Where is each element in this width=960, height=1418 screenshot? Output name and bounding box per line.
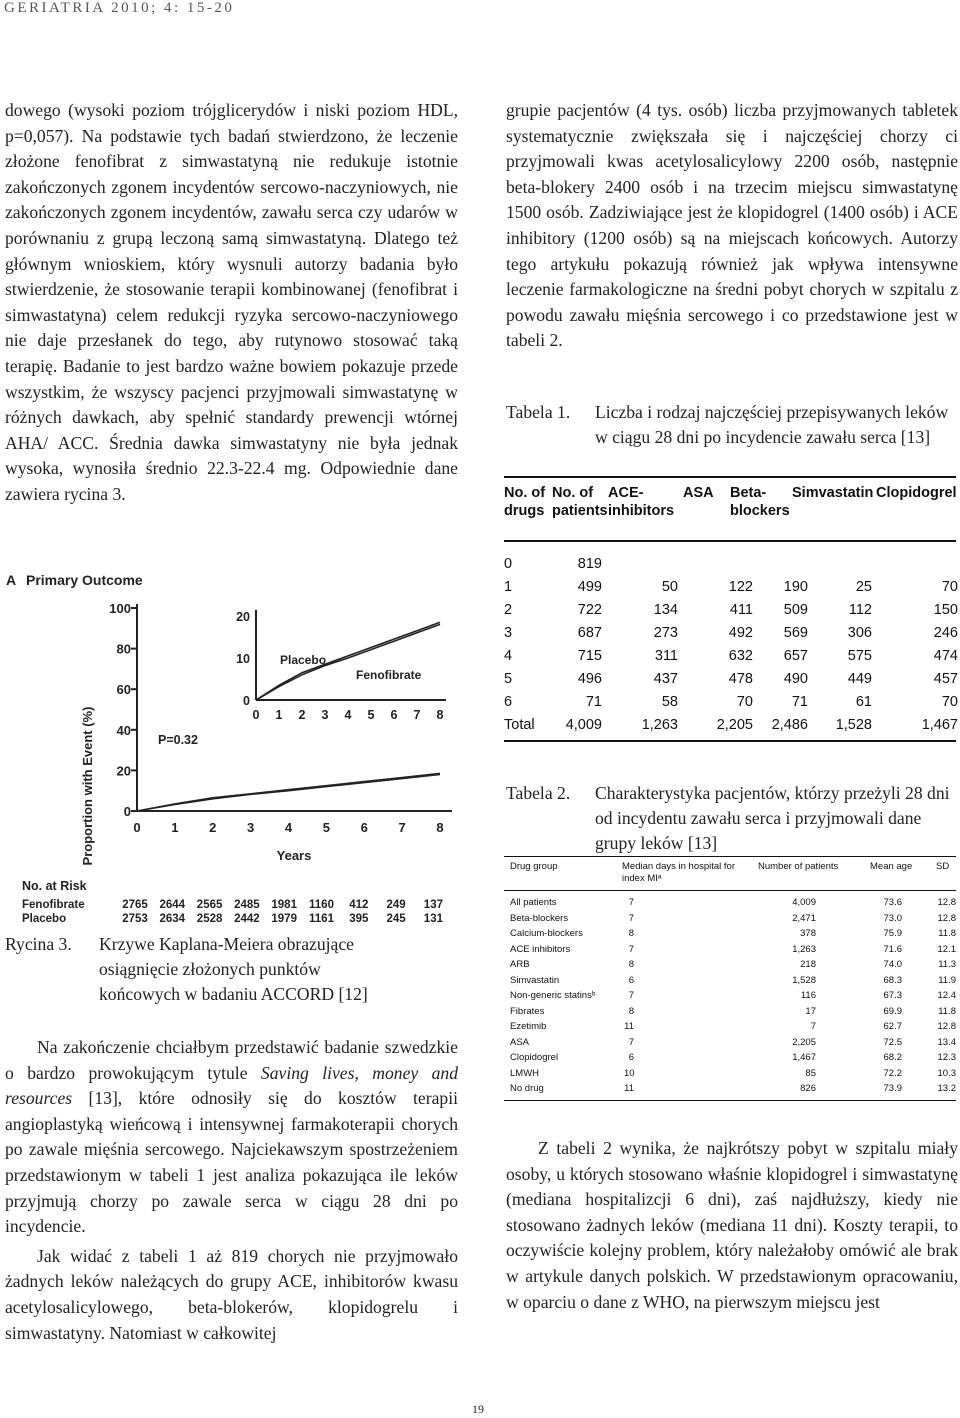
- table-cell: 499: [577, 579, 602, 595]
- risk-value: 1161: [309, 913, 334, 925]
- risk-value: 1160: [309, 899, 334, 911]
- main-fenofibrate-curve: [137, 774, 440, 811]
- y-tick-label: 80: [116, 641, 131, 657]
- risk-value: 131: [423, 913, 443, 925]
- table-cell: 509: [783, 602, 808, 618]
- risk-value: 245: [386, 913, 406, 925]
- table-cell: 2,205: [792, 1036, 816, 1048]
- rule: [504, 856, 956, 857]
- inset-x-tick-label: 7: [413, 708, 421, 722]
- table-cell: 58: [661, 694, 678, 710]
- paragraph: Jak widać z tabeli 1 aż 819 chorych nie przyjmowało żadnych leków należących do grupy ACE, inhibitorów kwasu acetylosalicylowego, beta-blokerów, klopidogrelu i simwastatyny. Natomiast w całkowitej: [5, 1245, 458, 1343]
- inset-x-tick-label: 5: [367, 708, 375, 722]
- inset-x-tick-label: 1: [275, 708, 283, 722]
- table-cell: No drug: [510, 1083, 544, 1094]
- table-cell: ACE inhibitors: [510, 943, 571, 955]
- risk-value: 2528: [196, 913, 223, 925]
- risk-title: No. at Risk: [22, 879, 87, 893]
- table-cell: All patients: [510, 897, 557, 908]
- right-column-text-lower: [506, 1136, 958, 1315]
- inset-y-tick-label: 10: [236, 652, 250, 666]
- risk-value: 2753: [122, 913, 148, 925]
- table-cell: 12.4: [937, 990, 956, 1001]
- table-cell: 8: [628, 928, 634, 939]
- table-cell: 722: [577, 602, 602, 618]
- table-cell: 1: [504, 579, 513, 595]
- table-cell: 11: [624, 1021, 634, 1032]
- inset-y-tick-label: 0: [243, 694, 250, 708]
- table-cell: 492: [728, 625, 753, 641]
- rule: [504, 476, 956, 478]
- table-cell: 1,467: [921, 717, 958, 733]
- risk-value: 395: [349, 913, 369, 925]
- caption-label: Tabela 2.: [506, 783, 571, 803]
- table-cell: 71.6: [883, 943, 902, 955]
- table-cell: 75.9: [883, 928, 902, 939]
- right-column-text: [506, 98, 958, 354]
- risk-value: 2644: [159, 899, 186, 911]
- table-header: Median days in hospital for index MIᵃ: [622, 861, 736, 884]
- table-cell: 73.9: [883, 1083, 902, 1094]
- figure-title: Primary Outcome: [26, 572, 143, 588]
- inset-x-tick-label: 0: [252, 708, 260, 722]
- risk-value: 412: [349, 899, 369, 911]
- table-cell: 70: [941, 694, 958, 710]
- y-tick-label: 0: [123, 804, 131, 819]
- table-cell: 70: [941, 579, 958, 595]
- table-cell: 69.9: [883, 1005, 902, 1017]
- table-cell: 7: [628, 897, 634, 908]
- table-cell: 10: [624, 1067, 635, 1079]
- table-cell: 437: [653, 671, 678, 687]
- table-cell: 715: [577, 648, 602, 664]
- x-tick-label: 5: [322, 820, 330, 835]
- x-axis-label: Years: [276, 848, 312, 863]
- table-cell: Calcium-blockers: [510, 928, 583, 939]
- inset-x-tick-label: 4: [344, 708, 352, 722]
- table-cell: 25: [855, 579, 872, 595]
- risk-value: 137: [423, 899, 443, 911]
- table-cell: 12.1: [937, 943, 956, 955]
- table-cell: 0: [504, 556, 513, 572]
- label-fenofibrate: Fenofibrate: [356, 668, 422, 682]
- table-cell: 7: [628, 1036, 634, 1048]
- risk-row-name: Fenofibrate: [22, 899, 85, 911]
- paragraph: dowego (wysoki poziom trójglicerydów i niski poziom HDL, p=0,057). Na podstawie tych badań stwierdzono, że leczenie złożone fenofibrat z simwastatyną nie redukuje istotnie zakończonych zgonem incydentów sercowo-naczyniowych, nie zakończonych zgonem incydentów, zawału serca czy udarów w porównaniu z grupą leczoną samą simwastatyną. Dlatego też głównym wnioskiem, który wysnuli autorzy badania było stwierdzenie, że stosowanie terapii kombinowanej (fenofibrat i simwastatyna) celem redukcji ryzyka sercowo-naczyniowego nie daje przesłanek do tego, aby rutynowo stosować taką terapię. Badanie to jest bardzo ważne bowiem pokazuje przede wszystkim, że wszyscy pacjenci przyjmowali simwastatynę w różnych dawkach, aby spełnić standardy prewencji wtórnej AHA/ ACC. Średnia dawka simwastatyny nie była jednak wysoka, wynosiła średnio 22.3-22.4 mg. Odpowiednie dane zawiera rycina 3.: [5, 100, 458, 504]
- table-cell: 632: [728, 648, 753, 664]
- caption-text: Krzywe Kaplana-Meiera obrazujące osiągnięcie złożonych punktów końcowych w badaniu ACCORD [12]: [99, 934, 368, 1004]
- table-cell: 2,486: [771, 717, 808, 733]
- table-cell: 68.2: [883, 1052, 902, 1063]
- inset-y-ticks: [236, 610, 250, 708]
- risk-value: 2765: [122, 899, 148, 911]
- table-cell: Fibrates: [510, 1005, 545, 1017]
- table-header: Number of patients: [758, 861, 839, 872]
- table-cell: 2,205: [716, 717, 753, 733]
- main-x-ticks: [133, 820, 443, 835]
- rule: [504, 890, 956, 891]
- table-cell: 67.3: [883, 990, 902, 1001]
- y-tick-label: 20: [116, 763, 131, 779]
- table-cell: 112: [848, 602, 872, 618]
- table-cell: 150: [933, 602, 958, 618]
- table-cell: 478: [728, 671, 753, 687]
- table-cell: 4,009: [792, 897, 816, 908]
- table-cell: 85: [805, 1067, 816, 1079]
- table-cell: 218: [800, 959, 816, 970]
- table-cell: 6: [504, 694, 513, 710]
- table-cell: 819: [577, 556, 602, 572]
- table-cell: ASA: [510, 1036, 530, 1048]
- table-cell: 311: [654, 648, 678, 664]
- table-cell: 71: [791, 694, 808, 710]
- x-tick-label: 0: [133, 820, 141, 835]
- table-cell: 411: [729, 602, 753, 618]
- inset-x-tick-label: 8: [436, 708, 444, 722]
- table-cell: 2,471: [792, 912, 816, 924]
- table-cell: 71: [585, 694, 602, 710]
- risk-value: 2485: [234, 899, 260, 911]
- x-tick-label: 3: [247, 820, 255, 835]
- table-cell: Ezetimib: [510, 1021, 547, 1032]
- figure-caption: [5, 932, 458, 1012]
- table-cell: 10.3: [937, 1067, 956, 1079]
- table-cell: Beta-blockers: [510, 912, 569, 924]
- table-cell: 457: [933, 671, 958, 687]
- table-cell: 7: [628, 912, 634, 924]
- table-cell: 11.8: [938, 928, 956, 939]
- table-cell: 378: [800, 928, 816, 939]
- table-cell: Clopidogrel: [510, 1052, 559, 1063]
- x-tick-label: 6: [360, 820, 368, 835]
- risk-value: 2442: [234, 913, 260, 925]
- risk-value: 1979: [271, 913, 297, 925]
- table-cell: Non-generic statinsᵇ: [510, 990, 596, 1001]
- table-cell: 569: [783, 625, 808, 641]
- left-column-text-lower: [5, 1035, 458, 1346]
- p-value: P=0.32: [158, 733, 198, 747]
- table-cell: 490: [783, 671, 808, 687]
- rule: [504, 540, 956, 542]
- figure-kaplan-meier: [0, 566, 460, 928]
- left-column-text: [5, 98, 458, 508]
- panel-letter: A: [6, 572, 17, 588]
- table-header: ASA: [683, 485, 714, 501]
- main-curves: [137, 773, 440, 811]
- table-header: No. of patients: [552, 485, 608, 519]
- table-cell: 70: [736, 694, 753, 710]
- table-header: Drug group: [510, 861, 558, 872]
- table-cell: 1,263: [792, 943, 816, 955]
- label-placebo: Placebo: [280, 653, 327, 667]
- table-cell: 4,009: [565, 717, 602, 733]
- risk-row-name: Placebo: [22, 913, 67, 925]
- table-cell: 62.7: [883, 1021, 902, 1032]
- table-cell: LMWH: [510, 1067, 540, 1079]
- table-cell: 5: [504, 671, 513, 687]
- table-cell: 72.2: [883, 1067, 902, 1079]
- table-cell: 61: [855, 694, 872, 710]
- table1-caption: [506, 400, 958, 476]
- table-cell: 12.8: [937, 1021, 956, 1032]
- table-cell: 1,528: [835, 717, 872, 733]
- paragraph: grupie pacjentów (4 tys. osób) liczba przyjmowanych tabletek systematycznie zwiększała się i najczęściej chorzy ci przyjmowali kwas acetylosalicylowy 2200 osób, następnie beta-blokery 2400 osób i na trzecim miejscu simwastatynę 1500 osób. Zadziwiające jest że klopidogrel (1400 osób) i ACE inhibitory (1200 osób) są na miejscach końcowych. Autorzy tego artykułu pokazują również jak wpływa intensywne leczenie farmakologiczne na średni pobyt chorych w szpitalu z powodu zawału mięśnia sercowego i co przedstawione jest w tabeli 2.: [506, 100, 958, 351]
- inset-x-ticks: [253, 708, 444, 722]
- table-header: Mean age: [870, 861, 913, 872]
- rule: [504, 740, 956, 742]
- table-cell: 17: [805, 1005, 816, 1017]
- table-header: No. of drugs: [504, 485, 546, 519]
- risk-rows: [22, 899, 444, 925]
- x-tick-label: 1: [171, 820, 179, 835]
- page-number: 19: [472, 1402, 484, 1416]
- y-tick-label: 100: [109, 601, 131, 616]
- risk-value: 249: [386, 899, 406, 911]
- table-cell: 7: [628, 943, 634, 955]
- risk-value: 1981: [271, 899, 297, 911]
- table-cell: Simvastatin: [510, 974, 560, 986]
- table-cell: 273: [653, 625, 678, 641]
- paragraph: Na zakończenie chciałbym przedstawić badanie szwedzkie o bardzo prowokującym tytule Saving lives, money and resources [13], które odnosiły się do kosztów terapii angioplastyką wieńcową i intensywnej farmakoterapii chorych po zawale mięśnia sercowego. Najciekawszym spostrzeżeniem przedstawionym w tabeli 1 jest analiza pokazująca ile leków przyjmują chorzy po zawale serca w ciągu 28 dni po incydencie.: [5, 1037, 458, 1237]
- table-cell: 4: [504, 648, 513, 664]
- caption-text: Liczba i rodzaj najczęściej przepisywanych leków w ciągu 28 dni po incydencie zawału serca [13]: [595, 402, 949, 447]
- risk-value: 2634: [159, 913, 186, 925]
- paragraph: Z tabeli 2 wynika, że najkrótszy pobyt w szpitalu miały osoby, u których stosowano właśnie klopidogrel i simwastatynę (mediana hospitalizcji 6 dni), zaś najdłuższy, kiedy nie stosowano żadnych leków (mediana 11 dni). Koszty terapii, to oczywiście kolejny problem, który należałoby omówić ale brak w artykule danych polskich. W przedstawionym opracowaniu, w oparciu o dane z WHO, na pierwszym miejscu jest: [506, 1138, 958, 1312]
- table-cell: 826: [800, 1083, 816, 1094]
- table-cell: 122: [728, 579, 753, 595]
- table-cell: 1,528: [792, 974, 816, 986]
- table-cell: 687: [577, 625, 602, 641]
- table-cell: 12.8: [937, 912, 956, 924]
- table-cell: 134: [653, 602, 678, 618]
- table-cell: 3: [504, 625, 513, 641]
- table-cell: 11.8: [938, 1005, 956, 1017]
- table-cell: 474: [933, 648, 958, 664]
- table-cell: 496: [577, 671, 602, 687]
- y-tick-label: 40: [116, 722, 131, 738]
- table-cell: 11.9: [938, 974, 956, 986]
- running-header: GERIATRIA 2010; 4: 15-20: [4, 0, 235, 16]
- table-cell: 7: [810, 1021, 816, 1032]
- main-y-ticks: [109, 601, 137, 819]
- table-cell: 6: [628, 974, 634, 986]
- table-cell: 657: [783, 648, 808, 664]
- table-cell: 1,467: [792, 1052, 816, 1063]
- caption-label: Tabela 1.: [506, 402, 571, 422]
- table-header: Beta-blockers: [730, 485, 790, 519]
- table-cell: 13.4: [937, 1036, 956, 1048]
- inset-x-tick-label: 3: [321, 708, 329, 722]
- table-cell: 11.3: [938, 959, 956, 970]
- y-tick-label: 60: [116, 682, 131, 698]
- table-cell: 12.8: [937, 897, 956, 908]
- inset-y-tick-label: 20: [236, 610, 250, 624]
- table-cell: 8: [628, 1005, 634, 1017]
- table-cell: 73.6: [883, 897, 902, 908]
- x-tick-label: 7: [398, 820, 406, 835]
- table-cell: 13.2: [937, 1083, 956, 1094]
- table-cell: 449: [847, 671, 872, 687]
- table-header: Simvastatin: [792, 485, 874, 501]
- x-tick-label: 8: [436, 820, 444, 835]
- table-cell: ARB: [510, 959, 530, 970]
- x-tick-label: 2: [209, 820, 217, 835]
- caption-text: Charakterystyka pacjentów, którzy przeżyli 28 dni od incydentu zawału serca i przyjmowali dane grupy leków [13]: [595, 783, 950, 853]
- table-cell: 73.0: [883, 912, 902, 924]
- table-cell: 190: [783, 579, 808, 595]
- table-cell: 72.5: [883, 1036, 902, 1048]
- caption-label: Rycina 3.: [5, 934, 72, 954]
- table-cell: 1,263: [641, 717, 678, 733]
- table-cell: 7: [628, 990, 634, 1001]
- table-cell: 74.0: [883, 959, 902, 970]
- table-cell: 68.3: [883, 974, 902, 986]
- table-cell: 575: [847, 648, 872, 664]
- table-cell: 246: [933, 625, 958, 641]
- inset-x-tick-label: 6: [390, 708, 398, 722]
- table-header: Clopidogrel: [876, 485, 957, 501]
- table2-caption: [506, 781, 958, 857]
- table-header: ACE-inhibitors: [608, 485, 675, 519]
- table-cell: 2: [504, 602, 513, 618]
- table-cell: 12.3: [937, 1052, 956, 1063]
- table-cell: 50: [661, 579, 678, 595]
- table-cell: 6: [628, 1052, 634, 1063]
- table-cell: 306: [847, 625, 872, 641]
- rule: [504, 1100, 956, 1101]
- table-cell: 11: [624, 1083, 634, 1094]
- table-cell: 8: [628, 959, 634, 970]
- table-header: SD: [936, 861, 950, 872]
- table-cell: Total: [504, 717, 535, 733]
- inset-x-tick-label: 2: [298, 708, 306, 722]
- y-axis-label: Proportion with Event (%): [80, 706, 95, 866]
- x-tick-label: 4: [284, 820, 293, 835]
- risk-value: 2565: [196, 899, 223, 911]
- table-cell: 116: [800, 990, 816, 1001]
